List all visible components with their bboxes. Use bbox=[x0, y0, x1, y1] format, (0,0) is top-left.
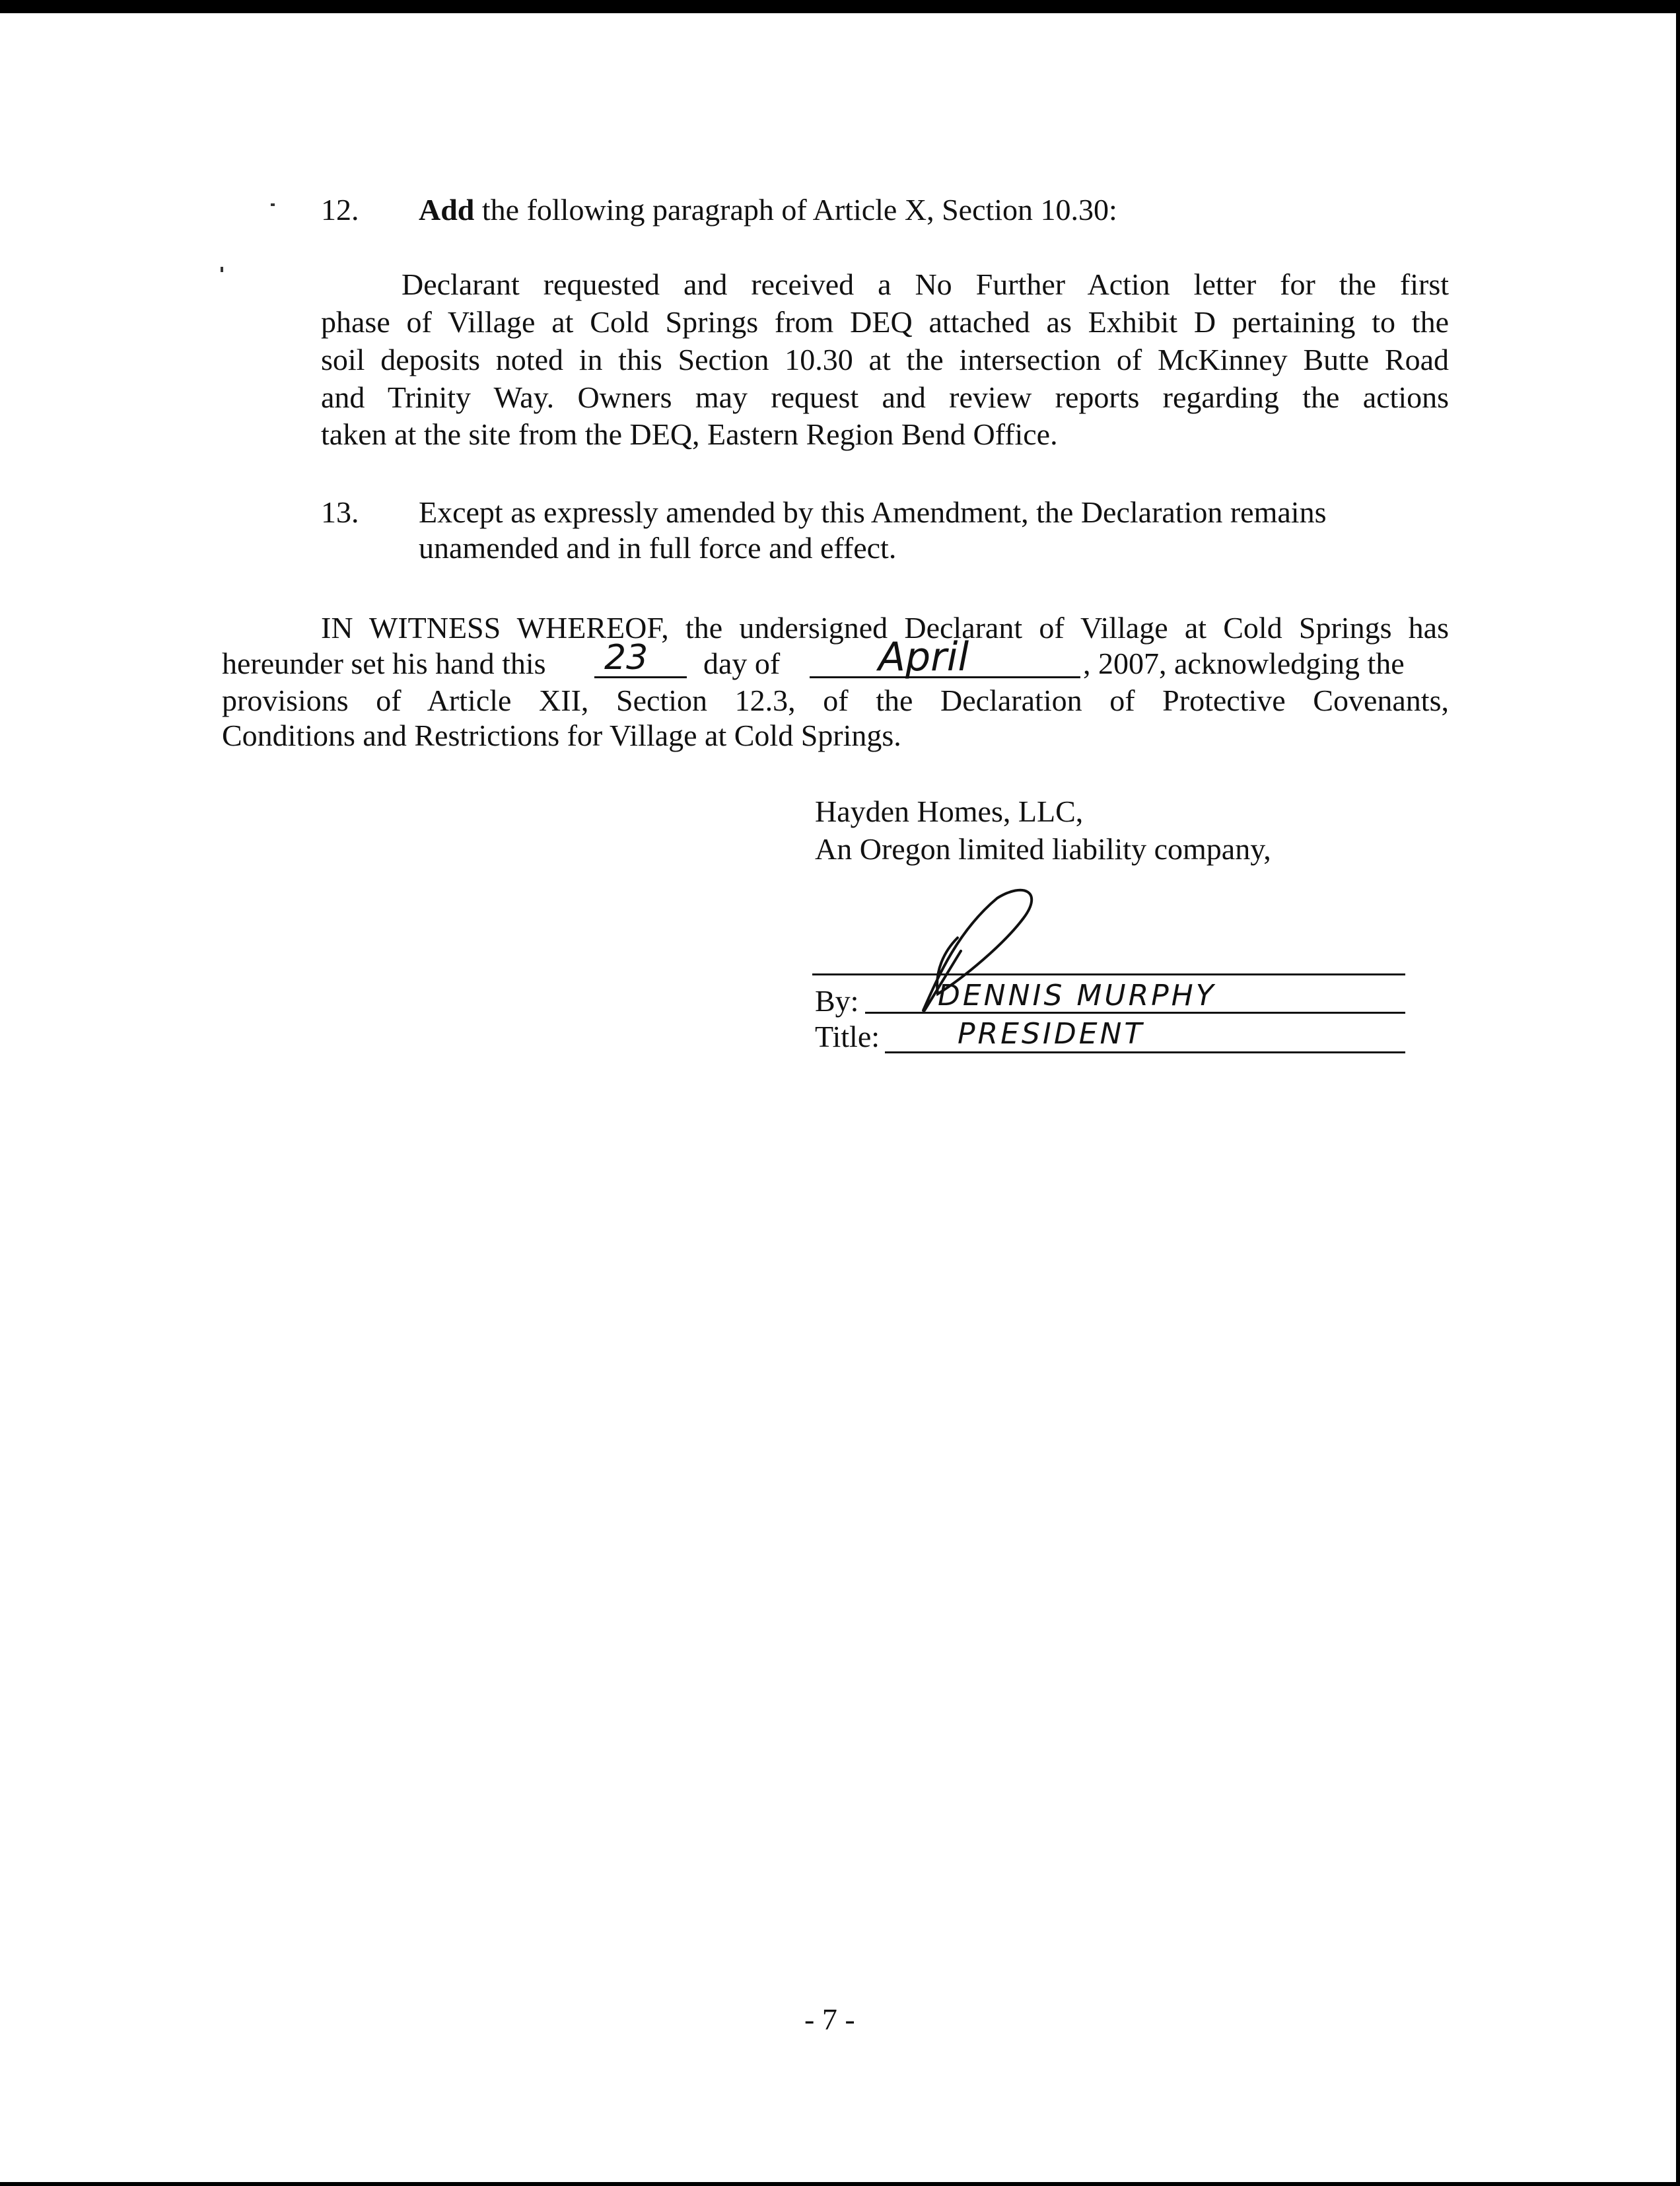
paragraph-line: soil deposits noted in this Section 10.30 at the intersection of McKinney Butte Road bbox=[321, 343, 1449, 376]
scan-speck bbox=[271, 203, 275, 206]
witness-line-2-start: hereunder set his hand this bbox=[222, 647, 546, 680]
item-13-number: 13. bbox=[321, 495, 359, 529]
paragraph-line: phase of Village at Cold Springs from DEQ attached as Exhibit D pertaining to the bbox=[321, 305, 1449, 339]
scan-speck bbox=[221, 267, 223, 272]
page-number: - 7 - bbox=[804, 2002, 855, 2036]
witness-line-2-end: , 2007, acknowledging the bbox=[1083, 647, 1405, 680]
title-label: Title: bbox=[815, 1020, 880, 1053]
item-12-heading bbox=[419, 192, 1117, 229]
paragraph-line: Declarant requested and received a No Further Action letter for the first bbox=[402, 267, 1449, 301]
handwritten-day: 23 bbox=[604, 638, 648, 678]
paragraph-line: taken at the site from the DEQ, Eastern Region Bend Office. bbox=[321, 417, 1058, 451]
title-line bbox=[885, 1051, 1405, 1053]
handwritten-month: April bbox=[878, 634, 969, 680]
witness-line: Conditions and Restrictions for Village at Cold Springs. bbox=[222, 719, 901, 752]
item-13-line: unamended and in full force and effect. bbox=[419, 531, 897, 565]
company-name: Hayden Homes, LLC, bbox=[815, 794, 1084, 828]
handwritten-name: DENNIS MURPHY bbox=[938, 979, 1216, 1012]
witness-line: IN WITNESS WHEREOF, the undersigned Declarant of Village at Cold Springs has bbox=[321, 611, 1449, 645]
handwritten-title: PRESIDENT bbox=[958, 1017, 1145, 1051]
witness-line-2-day-of: day of bbox=[703, 647, 781, 680]
item-13-line: Except as expressly amended by this Amendment, the Declaration remains bbox=[419, 495, 1327, 529]
company-descriptor: An Oregon limited liability company, bbox=[815, 832, 1271, 866]
witness-line: provisions of Article XII, Section 12.3, of the Declaration of Protective Covenants, bbox=[222, 684, 1449, 717]
by-label: By: bbox=[815, 984, 859, 1018]
item-12-heading-rest: the following paragraph of Article X, Section 10.30: bbox=[481, 193, 1117, 227]
scan-top-border bbox=[0, 0, 1680, 13]
paragraph-line: and Trinity Way. Owners may request and review reports regarding the actions bbox=[321, 380, 1449, 414]
scan-right-border bbox=[1676, 0, 1680, 2186]
item-12-bold-word: Add bbox=[419, 193, 475, 227]
scan-bottom-border bbox=[0, 2182, 1680, 2186]
item-12-number: 12. bbox=[321, 193, 359, 227]
